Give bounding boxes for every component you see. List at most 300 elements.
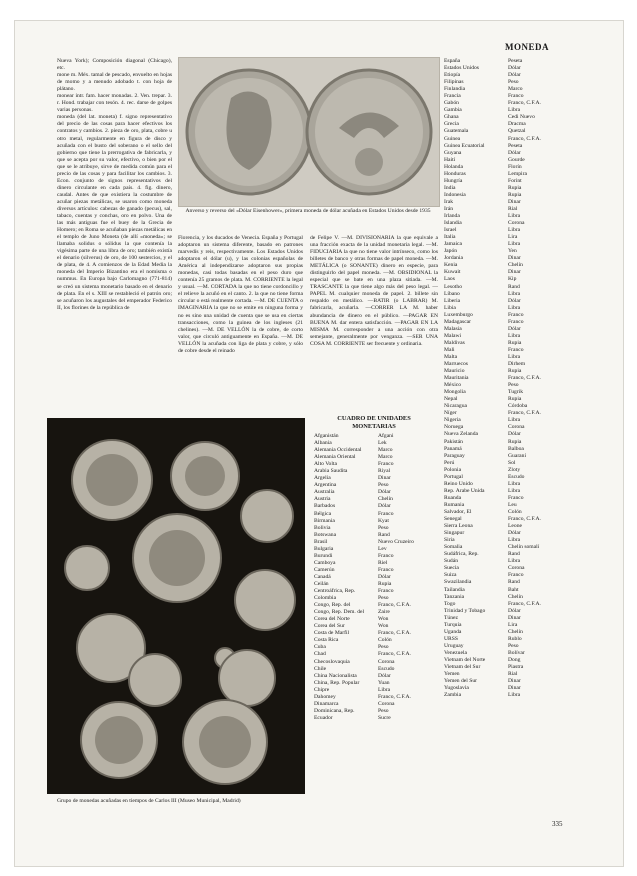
currency-name: Peso xyxy=(508,79,519,86)
table-title-line: MONETARIAS xyxy=(352,422,396,430)
country-name: Irlanda xyxy=(444,213,460,220)
country-name: Nicaragua xyxy=(444,403,467,410)
table-row xyxy=(444,227,574,234)
country-name: Togo xyxy=(444,600,456,607)
currency-name: Franco, C.F.A. xyxy=(378,602,411,609)
country-name: Indonesia xyxy=(444,191,466,198)
entry-text: monear intr. fam. hacer monadas. 2. Ven. trepar. 3. r. Hond. trabajar con tesón. 4. rec. darse de golpes varias personas. xyxy=(57,93,172,114)
currency-name: Libra xyxy=(508,417,521,424)
country-name: Finlandia xyxy=(444,86,466,93)
country-name: Lesotho xyxy=(444,283,463,290)
currency-name: Peso xyxy=(378,707,389,714)
table-row xyxy=(444,93,574,100)
table-row xyxy=(314,482,434,489)
country-name: Jamaica xyxy=(444,241,463,248)
currency-name: Dinar xyxy=(508,678,521,685)
table-row xyxy=(314,503,434,510)
country-name: Dahomey xyxy=(314,693,336,700)
country-name: Venezuela xyxy=(444,649,467,656)
country-name: Portugal xyxy=(444,473,463,480)
table-row xyxy=(444,368,574,375)
entry-text: mone m. Méx. tamal de pescado, envuelto en hojas de momo y a menudo adobado t. con hoja de plátano. xyxy=(57,72,172,93)
country-name: Trinidad y Tobago xyxy=(444,607,486,614)
country-name: Israel xyxy=(444,227,457,234)
table-row xyxy=(444,361,574,368)
table-row xyxy=(444,622,574,629)
country-name: Camboya xyxy=(314,559,336,566)
currency-name: Rupia xyxy=(508,191,522,198)
country-name: Siria xyxy=(444,537,455,544)
table-row xyxy=(444,509,574,516)
table-row xyxy=(444,79,574,86)
currency-name: Quetzal xyxy=(508,128,526,135)
currency-name: Libra xyxy=(508,487,521,494)
country-name: Sierra Leona xyxy=(444,523,473,530)
table-row xyxy=(444,276,574,283)
table-row xyxy=(314,475,434,482)
country-name: Gambia xyxy=(444,107,462,114)
country-name: Madagascar xyxy=(444,318,472,325)
table-row xyxy=(444,439,574,446)
table-row xyxy=(444,58,574,65)
table-row xyxy=(314,518,434,525)
currency-name: Forint xyxy=(508,177,522,184)
table-row xyxy=(444,326,574,333)
country-name: Estados Unidos xyxy=(444,65,479,72)
currency-name: Dinar xyxy=(508,685,521,692)
country-name: China, Rep. Popular xyxy=(314,679,360,686)
country-name: Marruecos xyxy=(444,361,468,368)
table-row xyxy=(444,340,574,347)
table-row xyxy=(444,312,574,319)
currency-name: Franco xyxy=(508,572,524,579)
table-row xyxy=(314,609,434,616)
country-name: Guyana xyxy=(444,149,462,156)
table-row xyxy=(444,100,574,107)
country-name: Arabia Saudita xyxy=(314,468,348,475)
dictionary-column-1 xyxy=(57,58,172,312)
currency-name: Zaire xyxy=(378,609,390,616)
table-row xyxy=(444,424,574,431)
currency-name: Lev xyxy=(378,545,387,552)
currency-name: Baht xyxy=(508,586,519,593)
table-row xyxy=(444,615,574,622)
currency-name: Libra xyxy=(508,480,521,487)
country-name: Ecuador xyxy=(314,714,333,721)
table-row xyxy=(444,234,574,241)
table-row xyxy=(444,671,574,678)
table-row xyxy=(314,651,434,658)
table-row xyxy=(444,121,574,128)
currency-name: Rupia xyxy=(508,184,522,191)
country-name: Hungría xyxy=(444,177,463,184)
table-row xyxy=(444,650,574,657)
currency-name: Dinar xyxy=(508,269,521,276)
dictionary-column-3 xyxy=(310,235,438,348)
entry-text: Nueva York); Composición diagonal (Chicago), etc. xyxy=(57,58,172,72)
table-row xyxy=(444,269,574,276)
currency-name: Libra xyxy=(508,558,521,565)
country-name: Bélgica xyxy=(314,510,332,517)
table-row xyxy=(444,150,574,157)
table-row xyxy=(314,496,434,503)
country-name: Reino Unido xyxy=(444,480,473,487)
country-name: Bolivia xyxy=(314,524,331,531)
country-name: Yemen del Sur xyxy=(444,678,477,685)
currency-name: Lempira xyxy=(508,170,527,177)
currency-name: Libra xyxy=(508,213,521,220)
table-row xyxy=(314,602,434,609)
table-row xyxy=(444,474,574,481)
table-row xyxy=(444,389,574,396)
table-row xyxy=(314,708,434,715)
country-name: Swazilandia xyxy=(444,579,472,586)
currency-name: Tugrik xyxy=(508,389,524,396)
country-name: Salvador, El xyxy=(444,509,472,515)
country-name: Afganistán xyxy=(314,433,339,439)
table-row xyxy=(444,396,574,403)
table-row xyxy=(314,553,434,560)
currency-name: Franco, C.F.A. xyxy=(378,630,411,637)
country-name: Mongolia xyxy=(444,389,466,396)
photo-caption-bottom: Grupo de monedas acuñadas en tiempos de Carlos III (Museo Municipal, Madrid) xyxy=(57,798,241,804)
country-name: Congo, Rep. del xyxy=(314,602,351,609)
currency-name: Florín xyxy=(508,163,522,170)
currency-name: Colón xyxy=(378,637,392,644)
country-name: Dinamarca xyxy=(314,700,339,707)
currency-name: Franco, C.F.A. xyxy=(508,516,541,523)
table-row xyxy=(314,532,434,539)
table-row xyxy=(314,489,434,496)
table-row xyxy=(444,685,574,692)
table-row xyxy=(444,544,574,551)
table-row xyxy=(444,692,574,699)
table-row xyxy=(444,523,574,530)
country-name: Colombia xyxy=(314,595,337,602)
currency-name: Libra xyxy=(508,290,521,297)
currency-name: Rupia xyxy=(508,339,522,346)
currency-name: Marco xyxy=(508,86,523,93)
country-name: Grecia xyxy=(444,121,459,128)
country-name: Etiopía xyxy=(444,72,461,79)
country-name: Costa Rica xyxy=(314,637,339,644)
currency-name: Libra xyxy=(508,332,521,339)
country-name: Rep. Árabe Unida xyxy=(444,487,485,494)
country-name: Filipinas xyxy=(444,79,464,86)
currency-name: Dinar xyxy=(508,198,521,205)
table-row xyxy=(444,347,574,354)
country-name: Australia xyxy=(314,489,335,496)
currency-name: Dólar xyxy=(508,297,521,304)
table-row xyxy=(444,467,574,474)
currency-name: Franco xyxy=(378,566,394,573)
country-name: Albania xyxy=(314,440,332,447)
currency-name: Franco, C.F.A. xyxy=(508,600,541,607)
country-name: Túnez xyxy=(444,614,458,621)
country-name: Brasil xyxy=(314,538,328,545)
currency-name: Marco xyxy=(378,447,393,454)
country-name: Senegal xyxy=(444,516,462,523)
table-row xyxy=(314,525,434,532)
country-name: Vietnam del Sur xyxy=(444,664,481,671)
table-row xyxy=(444,565,574,572)
currency-name: Corona xyxy=(508,565,525,572)
country-name: Haití xyxy=(444,156,456,163)
table-row xyxy=(444,192,574,199)
currency-name: Libra xyxy=(508,353,521,360)
currency-name: Libra xyxy=(508,107,521,114)
currency-name: Dólar xyxy=(508,607,521,614)
country-name: Ceilán xyxy=(314,580,329,587)
table-row xyxy=(444,629,574,636)
country-name: Holanda xyxy=(444,163,463,170)
country-name: Argelia xyxy=(314,475,331,482)
table-row xyxy=(314,687,434,694)
table-row xyxy=(444,502,574,509)
country-name: Canadá xyxy=(314,573,331,580)
table-row xyxy=(444,72,574,79)
country-name: Rumania xyxy=(444,501,465,508)
country-name: Zambia xyxy=(444,692,462,699)
currency-name: Rublo xyxy=(508,635,522,642)
country-name: Suiza xyxy=(444,572,457,579)
table-row xyxy=(444,305,574,312)
currency-name: Libra xyxy=(378,686,391,693)
currency-name: Guaraní xyxy=(508,452,527,459)
currency-name: Córdoba xyxy=(508,403,528,410)
currency-name: Peso xyxy=(378,482,389,489)
entry-text: de Felipe V. —M. DIVISIONARIA la que equivale a una fracción exacta de la unidad monetaria legal. —M. FIDUCIARIA la que no tiene valor intrínseco, como los billetes de banco y otras formas de papel moneda. —M. METÁLICA (o SONANTE) dinero en especie, para distinguirlo del papel moneda. —M. OBSIDIONAL la especial que se bate en una plaza sitiada. —M. TRASCANTE la que tiene algo más del peso legal. —PAPEL M. cualquier moneda de papel. 2. billete sin respaldo en metálico. —BATIR (o LABRAR) M. fabricarla, acuñarla. —CORRER LA M. haber abundancia de dinero en el público. —PAGAR EN BUENA M. dar entera satisfacción. —PAGAR EN LA MISMA M. corresponder a una acción con otra semejante, generalmente por venganza. —SER UNA COSA M. CORRIENTE ser frecuente y ordinaria. xyxy=(310,235,438,347)
currency-name: Balboa xyxy=(508,445,524,452)
table-row xyxy=(314,595,434,602)
country-name: Sudáfrica, Rep. xyxy=(444,551,479,558)
currency-table-part-2 xyxy=(444,58,574,699)
currency-name: Kip xyxy=(508,276,517,283)
table-row xyxy=(314,461,434,468)
currency-name: Libra xyxy=(508,241,521,248)
country-name: Honduras xyxy=(444,170,466,177)
table-row xyxy=(444,206,574,213)
currency-name: Dólar xyxy=(378,489,391,496)
currency-name: Won xyxy=(378,616,389,623)
currency-name: Dólar xyxy=(508,65,521,72)
currency-name: Riel xyxy=(378,559,388,566)
country-name: Guinea Ecuatorial xyxy=(444,142,485,149)
table-row xyxy=(444,319,574,326)
table-row xyxy=(444,572,574,579)
currency-name: Chelín xyxy=(378,496,393,503)
table-row xyxy=(444,284,574,291)
country-name: Bulgaria xyxy=(314,545,334,552)
currency-name: Corona xyxy=(508,220,525,227)
country-name: Irán xyxy=(444,205,454,212)
currency-name: Rand xyxy=(508,551,520,558)
currency-name: Sucre xyxy=(378,714,391,721)
currency-name: Dólar xyxy=(378,672,391,679)
country-name: Burundi xyxy=(314,552,333,559)
currency-name: Franco, C.F.A. xyxy=(508,100,541,107)
currency-name: Afgani xyxy=(378,433,394,439)
coin-illustration xyxy=(179,58,439,206)
country-name: Malasia xyxy=(444,325,462,332)
country-name: Costa de Marfil xyxy=(314,630,350,637)
currency-name: Franco xyxy=(378,510,394,517)
currency-name: Franco xyxy=(508,318,524,325)
currency-name: Dólar xyxy=(508,530,521,537)
country-name: Corea del Norte xyxy=(314,616,350,623)
table-row xyxy=(444,291,574,298)
currency-table-part-1 xyxy=(314,433,434,722)
country-name: Uruguay xyxy=(444,642,464,649)
currency-name: Rupia xyxy=(508,368,522,375)
country-name: Birmania xyxy=(314,517,335,524)
table-row xyxy=(314,616,434,623)
currency-name: Rial xyxy=(508,205,518,212)
coin-group-illustration xyxy=(47,418,305,794)
table-row xyxy=(444,601,574,608)
currency-name: Bolívar xyxy=(508,649,525,656)
currency-name: Libra xyxy=(508,692,521,699)
table-title xyxy=(314,415,434,430)
currency-name: Nuevo Cruzeiro xyxy=(378,538,414,545)
currency-name: Franco xyxy=(508,93,524,100)
table-row xyxy=(444,164,574,171)
country-name: Turquía xyxy=(444,621,462,628)
country-name: Polonia xyxy=(444,466,462,473)
country-name: Cuba xyxy=(314,644,326,651)
currency-name: Franco, C.F.A. xyxy=(378,693,411,700)
table-row xyxy=(444,213,574,220)
country-name: Líbano xyxy=(444,290,460,297)
country-name: Tanzania xyxy=(444,593,465,600)
table-row xyxy=(444,608,574,615)
currency-name: Dólar xyxy=(378,503,391,510)
currency-name: Dólar xyxy=(508,431,521,438)
country-name: Guatemala xyxy=(444,128,469,135)
country-name: Italia xyxy=(444,234,456,241)
table-row xyxy=(314,546,434,553)
country-name: Somalia xyxy=(444,544,463,551)
table-row xyxy=(444,594,574,601)
table-row xyxy=(444,143,574,150)
currency-name: Franco, C.F.A. xyxy=(508,135,541,142)
currency-name: Dong xyxy=(508,656,521,663)
table-row xyxy=(444,241,574,248)
country-name: Mauricio xyxy=(444,368,465,375)
table-row xyxy=(444,128,574,135)
table-row xyxy=(444,495,574,502)
table-row xyxy=(444,403,574,410)
currency-name: Corona xyxy=(508,424,525,431)
table-row xyxy=(444,643,574,650)
currency-name: Leone xyxy=(508,523,522,530)
currency-name: Libra xyxy=(508,304,521,311)
country-name: Nueva Zelanda xyxy=(444,431,479,438)
currency-name: Corona xyxy=(378,658,395,665)
country-name: Dominicana, Rep. xyxy=(314,707,355,714)
currency-name: Escudo xyxy=(378,665,395,672)
country-name: Malta xyxy=(444,353,458,360)
country-name: Uganda xyxy=(444,628,462,635)
eisenhower-dollar-photo xyxy=(178,57,440,207)
country-name: Kuwait xyxy=(444,269,461,276)
currency-name: Yen xyxy=(508,248,517,255)
table-row xyxy=(444,664,574,671)
currency-name: Libra xyxy=(508,227,521,234)
table-row xyxy=(314,539,434,546)
country-name: Austria xyxy=(314,496,331,503)
currency-name: Kyat xyxy=(378,517,389,524)
currency-name: Lira xyxy=(508,621,518,628)
table-row xyxy=(314,468,434,475)
country-name: Checoslovaquia xyxy=(314,658,350,665)
table-row xyxy=(444,488,574,495)
table-row xyxy=(444,636,574,643)
country-name: Centroáfrica, Rep. xyxy=(314,588,356,595)
table-row xyxy=(444,579,574,586)
country-name: Alto Volta xyxy=(314,461,337,468)
currency-name: Peso xyxy=(378,595,389,602)
country-name: Ghana xyxy=(444,114,459,121)
country-name: México xyxy=(444,382,462,389)
currency-name: Chelín xyxy=(508,262,523,269)
table-row xyxy=(314,673,434,680)
country-name: China Nacionalista xyxy=(314,672,357,679)
currency-name: Dólar xyxy=(508,72,521,79)
table-row xyxy=(314,623,434,630)
country-name: URSS xyxy=(444,635,458,642)
country-name: Pakistán xyxy=(444,438,463,445)
table-row xyxy=(314,560,434,567)
table-row xyxy=(314,630,434,637)
currency-name: Chelín xyxy=(508,593,523,600)
country-name: Luxemburgo xyxy=(444,311,473,318)
currency-name: Franco xyxy=(508,311,524,318)
country-name: Noruega xyxy=(444,424,464,431)
table-row xyxy=(314,581,434,588)
country-name: Chipre xyxy=(314,686,330,693)
country-name: Japón xyxy=(444,248,458,255)
table-row xyxy=(314,659,434,666)
table-row xyxy=(444,657,574,664)
currency-name: Franco xyxy=(378,552,394,559)
country-name: Jordania xyxy=(444,255,463,262)
table-row xyxy=(444,530,574,537)
country-name: Camerún xyxy=(314,566,335,573)
table-row xyxy=(444,255,574,262)
table-title-line: CUADRO DE UNIDADES xyxy=(337,415,411,422)
currency-name: Rand xyxy=(508,579,520,586)
currency-name: Dinar xyxy=(508,255,521,262)
table-row xyxy=(444,262,574,269)
country-name: Suecia xyxy=(444,565,459,572)
table-row xyxy=(314,447,434,454)
currency-name: Marco xyxy=(378,454,393,461)
currency-name: Rial xyxy=(508,671,518,678)
country-name: Alemania Occidental xyxy=(314,447,362,454)
country-name: Islandia xyxy=(444,220,462,227)
country-name: Panamá xyxy=(444,445,462,452)
country-name: Vietnam del Norte xyxy=(444,656,486,663)
country-name: Argentina xyxy=(314,482,337,489)
currency-name: Rupia xyxy=(508,438,522,445)
country-name: Francia xyxy=(444,93,461,100)
currency-name: Peseta xyxy=(508,142,523,149)
currency-name: Peseta xyxy=(508,58,523,64)
currency-name: Chelín xyxy=(508,628,523,635)
table-row xyxy=(444,431,574,438)
table-row xyxy=(314,454,434,461)
